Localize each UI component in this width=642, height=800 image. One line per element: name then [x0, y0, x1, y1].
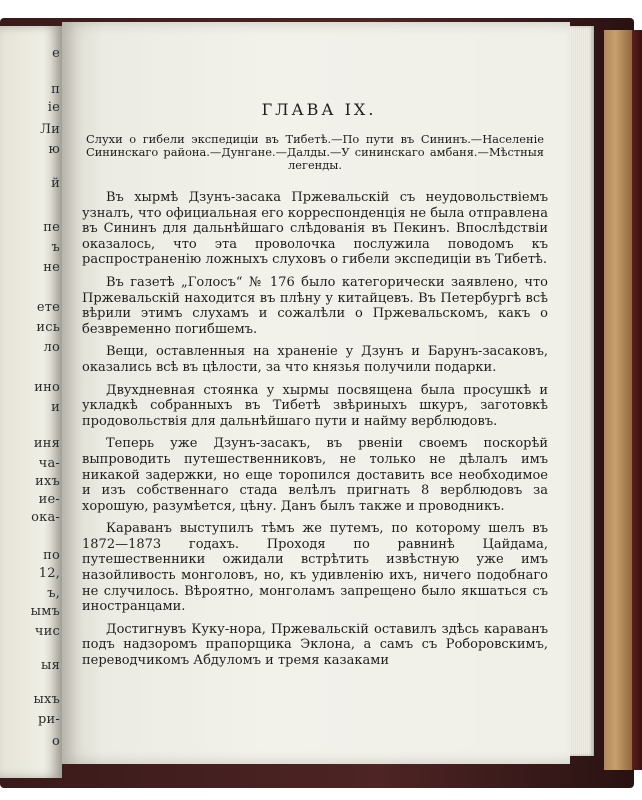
left-page-fragment: ете — [36, 300, 60, 315]
left-page-fragment: иня — [33, 436, 60, 451]
page-edges — [566, 26, 594, 756]
paragraph: Караванъ выступилъ тѣмъ же путемъ, по которому шелъ въ 1872—1873 годахъ. Проходя по равнинѣ Цайдама, путешественники ожидали встрѣтить извѣстную уже имъ назойливость монголовъ, но, къ удивленію ихъ, ничего подобнаго не случилось. Вѣроятно, монголамъ запрещено было якшаться съ иностранцами. — [82, 521, 548, 615]
left-page-fragment: не — [43, 260, 60, 275]
paragraph: Въ газетѣ „Голосъ“ № 176 было категорически заявлено, что Пржевальскій находится въ плѣну у китайцевъ. Въ Петербургѣ всѣ вѣрили этимъ слухамъ и сожалѣли о Пржевальскомъ, какъ о безвременно погибшемъ. — [82, 274, 548, 337]
left-page-fragment: 12, — [38, 566, 60, 581]
left-page-fragment: ымъ — [30, 604, 60, 619]
left-page-fragment: ю — [48, 142, 60, 157]
paragraph: Вещи, оставленныя на храненіе у Дзунъ и Барунъ-засаковъ, оказались всѣ въ цѣлости, за что князья получили подарки. — [82, 344, 548, 375]
left-page-fragment: Ли — [40, 122, 60, 137]
left-page-fragment: ча- — [38, 456, 60, 471]
paragraph: Въ хырмѣ Дзунъ-засака Пржевальскій съ неудовольствіемъ узналъ, что официальная его корреспонденція не была отправлена въ Сининъ для дальнѣйшаго слѣдованія въ Пекинъ. Впослѣдствіи оказалось, что эта проволочка послужила поводомъ къ распространенію ложныхъ слуховъ о гибели экспедиціи въ Тибетѣ. — [82, 190, 548, 268]
left-page-fragment: й — [51, 176, 60, 191]
left-page-fragment: ъ — [51, 240, 60, 255]
left-page-fragment: ъ, — [47, 586, 60, 601]
paragraph: Теперь уже Дзунъ-засакъ, въ рвеніи своемъ поскорѣй выпроводить путешественниковъ, не только не дѣлалъ имъ никакой задержки, но еще торопился доставить все необходимое и изъ собственнаго стада велѣлъ пригнать 8 верблюдовъ за хорошую, разумѣется, цѣну. Данъ былъ также и проводникъ. — [82, 436, 548, 514]
left-page-fragment: о — [51, 734, 60, 749]
page-content — [82, 100, 548, 676]
left-page-fragment: е — [52, 46, 60, 61]
paragraph: Двухдневная стоянка у хырмы посвящена была просушкѣ и укладкѣ собранныхъ въ Тибетѣ звѣриныхъ шкуръ, заготовкѣ продовольствія для дальнѣйшаго пути и найму верблюдовъ. — [82, 382, 548, 429]
left-page-fragment: ыхъ — [33, 692, 60, 707]
chapter-summary: Слухи о гибели экспедиціи въ Тибетѣ.—По пути въ Сининъ.—Населеніе Сининскаго района.—Дунгане.—Далды.—У сининскаго амбаня.—Мѣстныя легенды. — [86, 132, 544, 172]
left-page-fragment: и — [51, 400, 60, 415]
chapter-title: ГЛАВА IX. — [261, 100, 377, 119]
left-page-fragment: чис — [34, 624, 60, 639]
left-page-fragment: ри- — [38, 712, 60, 727]
left-page-fragment: по — [43, 548, 60, 563]
book-side-edge — [604, 30, 642, 770]
left-page-fragment: ихъ — [35, 474, 60, 489]
left-page-fragment: ись — [36, 320, 60, 335]
left-page-fragment: ино — [34, 380, 60, 395]
left-page-fragment: п — [51, 82, 60, 97]
left-page-fragment: ло — [43, 340, 60, 355]
paragraph: Достигнувъ Куку-нора, Пржевальскій оставилъ здѣсь караванъ подъ надзоромъ прапорщика Эклона, а самъ съ Роборовскимъ, переводчикомъ Абдуломъ и тремя казаками — [82, 621, 548, 669]
right-page — [62, 22, 570, 764]
left-page-fragment: ыя — [41, 658, 60, 673]
left-page-fragment: пе — [43, 220, 60, 235]
left-page-fragment: ие- — [38, 492, 60, 507]
left-page — [0, 26, 62, 778]
left-page-fragment: ока- — [31, 510, 60, 525]
left-page-fragment: іе — [47, 100, 60, 115]
